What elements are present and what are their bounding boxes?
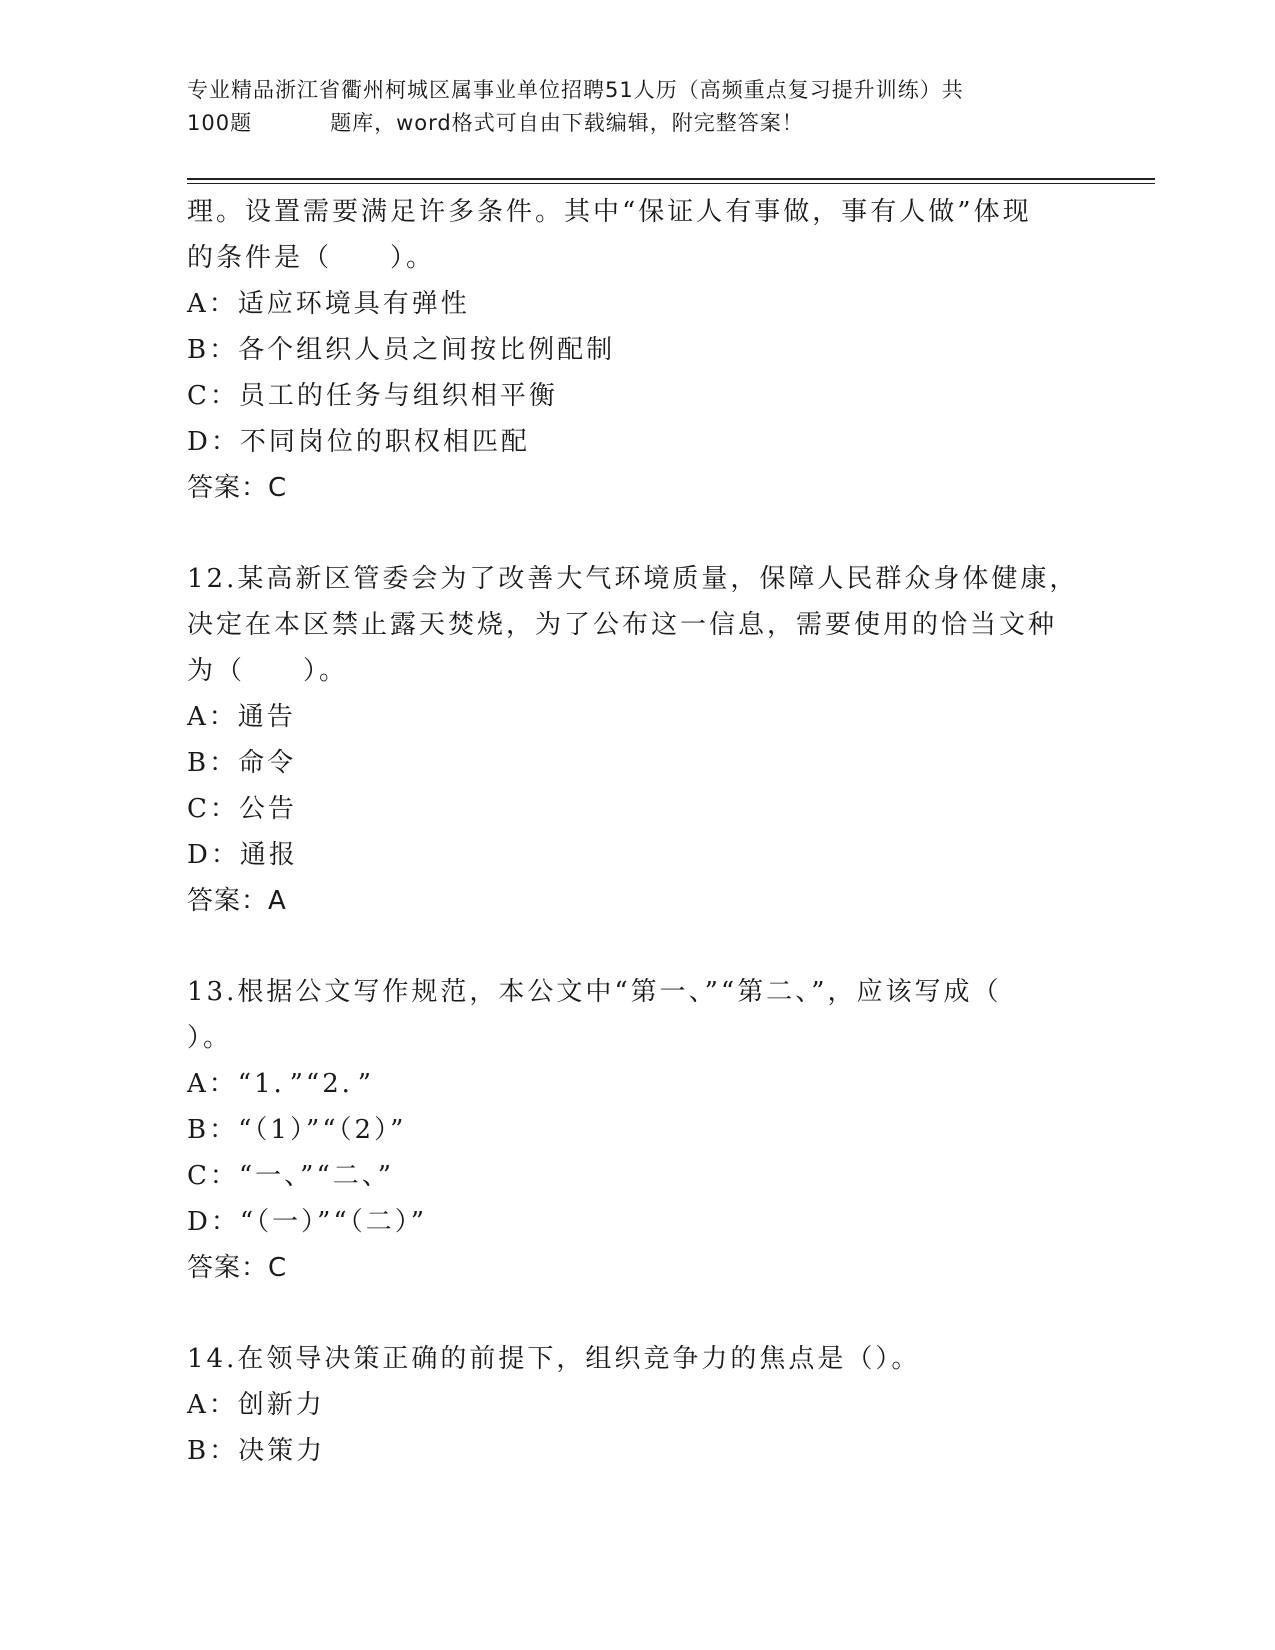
- option-b: B：“（1）”“（2）”: [187, 1115, 407, 1145]
- option-c: C：“一、”“二、”: [187, 1161, 395, 1191]
- option-d: D：不同岗位的职权相匹配: [187, 427, 530, 457]
- question-stem-line: 的条件是（ ）。: [187, 243, 436, 273]
- header-divider-thick: [187, 178, 1155, 180]
- answer-line: 答案：A: [187, 886, 287, 916]
- header-title-line2: [187, 107, 1087, 140]
- option-d: D：“（一）”“（二）”: [187, 1207, 428, 1237]
- document-header: [187, 74, 1087, 140]
- option-c: C：公告: [187, 794, 297, 824]
- option-a: A：创新力: [187, 1390, 325, 1420]
- document-body: [187, 189, 1087, 1474]
- header-description: 题库，word格式可自由下载编辑，附完整答案！: [330, 111, 804, 135]
- answer-line: 答案：C: [187, 1253, 288, 1283]
- option-a: A：通告: [187, 702, 296, 732]
- question-stem-line: ）。: [187, 1023, 233, 1053]
- question-stem-line: 12.某高新区管委会为了改善大气环境质量，保障人民群众身体健康，: [187, 564, 1079, 594]
- option-b: B：命令: [187, 748, 297, 778]
- answer-line: 答案：C: [187, 473, 288, 503]
- question-stem-line: 理。设置需要满足许多条件。其中“保证人有事做，事有人做”体现: [187, 197, 1032, 227]
- option-d: D：通报: [187, 840, 298, 870]
- question-stem-line: 决定在本区禁止露天焚烧，为了公布这一信息，需要使用的恰当文种: [187, 610, 1058, 640]
- question-11: [187, 189, 1087, 511]
- question-12: [187, 556, 1087, 924]
- question-stem-line: 13.根据公文写作规范，本公文中“第一、”“第二、”，应该写成（: [187, 977, 1002, 1007]
- question-14: [187, 1336, 1087, 1474]
- question-stem-line: 14.在领导决策正确的前提下，组织竞争力的焦点是（）。: [187, 1344, 921, 1374]
- question-13: [187, 969, 1087, 1291]
- header-divider-thin: [187, 183, 1155, 184]
- option-b: B：各个组织人员之间按比例配制: [187, 335, 616, 365]
- option-a: A：“1．”“2．”: [187, 1069, 375, 1099]
- header-count: 100题: [187, 111, 253, 135]
- header-title-line1: 专业精品浙江省衢州柯城区属事业单位招聘51人历（高频重点复习提升训练）共: [187, 78, 964, 102]
- option-c: C：员工的任务与组织相平衡: [187, 381, 558, 411]
- option-b: B：决策力: [187, 1436, 326, 1466]
- option-a: A：适应环境具有弹性: [187, 289, 470, 319]
- question-stem-line: 为（ ）。: [187, 656, 349, 686]
